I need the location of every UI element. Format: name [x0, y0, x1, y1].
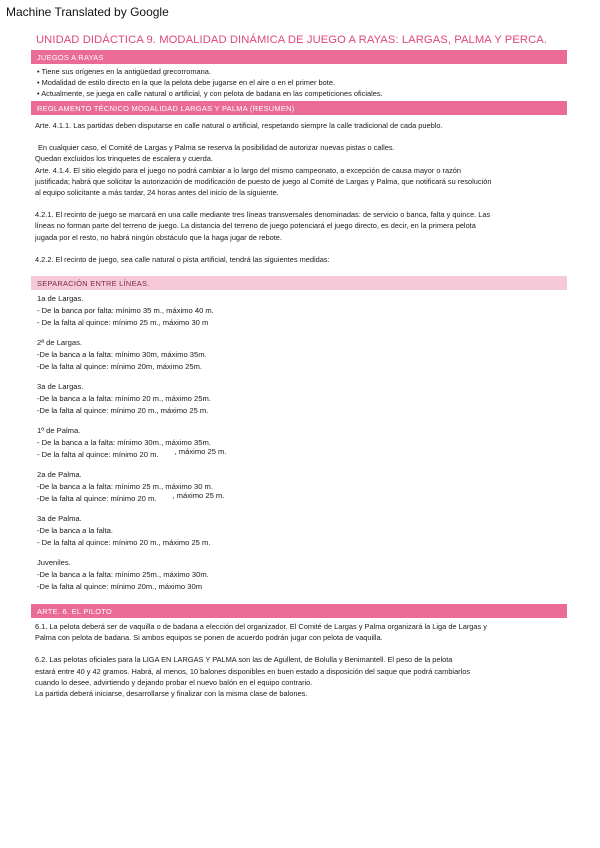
text-line: - De la banca a la falta: mínimo 30m., máximo 35m. [37, 438, 211, 448]
text-fragment: - De la falta al quince: mínimo 20 m. [37, 450, 159, 460]
text-line [37, 493, 567, 505]
measurement-group [31, 290, 567, 329]
group-title: 3a de Largas. [37, 382, 84, 392]
section-heading-piloto: ARTE. 6. EL PILOTO [31, 604, 567, 618]
section-heading-juegos: JUEGOS A RAYAS [31, 50, 567, 64]
text-line: -De la banca a la falta: mínimo 30m, máximo 35m. [37, 350, 207, 360]
paragraph [31, 142, 567, 198]
text-line: -De la banca a la falta: mínimo 20 m., máximo 25m. [37, 394, 211, 404]
text-line: - De la banca por falta: mínimo 35 m., máximo 40 m. [37, 306, 214, 316]
bullet-list [31, 64, 567, 101]
text-line: al equipo solicitante a más tardar, 24 horas antes del inicio de la siguiente. [35, 188, 279, 198]
text-line: 6.1. La pelota deberá ser de vaquilla o de badana a elección del organizador. El Comité de Largas y Palma organizará la Liga de Largas y [35, 622, 487, 632]
measurement-group [31, 557, 567, 593]
section-heading-separacion: SEPARACIÓN ENTRE LÍNEAS. [31, 276, 567, 290]
paragraph [31, 115, 567, 131]
text-line: cuando lo desee, advirtiendo y dejando probar el nuevo balón en el equipo contrario. [35, 677, 313, 687]
list-item: • Tiene sus orígenes en la antigüedad grecorromana. [37, 67, 211, 76]
text-fragment: , máximo 25 m. [172, 491, 225, 501]
group-title: 1º de Palma. [37, 426, 81, 436]
document-page [31, 34, 567, 699]
text-line: Quedan excluidos los trinquetes de escalera y cuerda. [35, 154, 213, 164]
text-line: 4.2.2. El recinto de juego, sea calle natural o pista artificial, tendrá las siguientes medidas: [35, 254, 330, 264]
group-title: Juveniles. [37, 558, 71, 568]
text-line: Palma con pelota de badana. Si ambos equipos se ponen de acuerdo podrán jugar con pelota de vaquilla. [35, 633, 383, 643]
group-title: 2ª de Largas. [37, 338, 83, 348]
text-line: -De la banca a la falta: mínimo 25m., máximo 30m. [37, 570, 209, 580]
measurement-group [31, 513, 567, 549]
text-fragment: , máximo 25 m. [174, 447, 227, 457]
text-line: -De la banca a la falta: mínimo 25 m., máximo 30 m. [37, 482, 213, 492]
paragraph [31, 654, 567, 699]
paragraph [31, 618, 567, 643]
text-line: justificada; habrá que solicitar la autorización de modificación de puesto de juego al Comité de Largas y Palma, que notificará su resolución [35, 176, 492, 186]
section-heading-reglamento: REGLAMENTO TÉCNICO MODALIDAD LARGAS Y PALMA (RESUMEN) [31, 101, 567, 115]
list-item: • Actualmente, se juega en calle natural o artificial, y con pelota de badana en las competiciones oficiales. [37, 89, 383, 98]
paragraph [31, 209, 567, 243]
text-line: La partida deberá iniciarse, desarrollarse y finalizar con la misma clase de balones. [35, 689, 308, 699]
text-line: - De la falta al quince: mínimo 20 m., máximo 25 m. [37, 538, 211, 548]
text-line: -De la banca a la falta. [37, 526, 113, 536]
machine-translated-header: Machine Translated by Google [6, 5, 169, 19]
text-line: Arte. 4.1.4. El sitio elegido para el juego no podrá cambiar a lo largo del mismo campeonato, a excepción de causa mayor o razón [35, 165, 462, 175]
text-line: 6.2. Las pelotas oficiales para la LIGA EN LARGAS Y PALMA son las de Agullent, de Bolulla y Benimantell. El peso de la pelota [35, 655, 453, 665]
measurement-group [31, 381, 567, 417]
text-line [37, 449, 567, 461]
page-title: UNIDAD DIDÁCTICA 9. MODALIDAD DINÁMICA DE JUEGO A RAYAS: LARGAS, PALMA Y PERCA. [36, 34, 548, 46]
group-title: 2a de Palma. [37, 470, 82, 480]
text-line: En cualquier caso, el Comité de Largas y Palma se reserva la posibilidad de autorizar nuevas pistas o calles. [38, 143, 395, 153]
text-line: -De la falta al quince: mínimo 20m, máximo 25m. [37, 362, 203, 372]
measurement-group [31, 337, 567, 373]
measurement-group [31, 469, 567, 505]
paragraph [31, 254, 567, 265]
text-line: - De la falta al quince: mínimo 25 m., máximo 30 m [37, 318, 209, 328]
measurement-group [31, 425, 567, 461]
group-title: 1a de Largas. [37, 294, 84, 304]
text-line: 4.2.1. El recinto de juego se marcará en una calle mediante tres líneas transversales denominadas: de servicio o banca, falta y quince. Las [35, 210, 491, 220]
text-line: Arte. 4.1.1. Las partidas deben disputarse en calle natural o artificial, respetando siempre la calle tradicional de cada pueblo. [35, 121, 443, 130]
text-fragment: -De la falta al quince: mínimo 20 m. [37, 494, 157, 504]
text-line: -De la falta al quince: mínimo 20 m., máximo 25 m. [37, 406, 209, 416]
text-line: líneas no forman parte del terreno de juego. La distancia del terreno de juego potenciará el juego directo, es decir, en la primera pelota [35, 221, 476, 231]
text-line: jugada por el resto, no habrá ningún obstáculo que la haga jugar de rebote. [35, 232, 282, 242]
group-title: 3a de Palma. [37, 514, 82, 524]
list-item: • Modalidad de estilo directo en la que la pelota debe jugarse en el aire o en el primer bote. [37, 78, 335, 87]
text-line: estará entre 40 y 42 gramos. Habrá, al menos, 10 balones disponibles en buen estado a disposición del saque que podrá cambiarlos [35, 666, 471, 676]
text-line: -De la falta al quince: mínimo 20m., máximo 30m [37, 582, 203, 592]
